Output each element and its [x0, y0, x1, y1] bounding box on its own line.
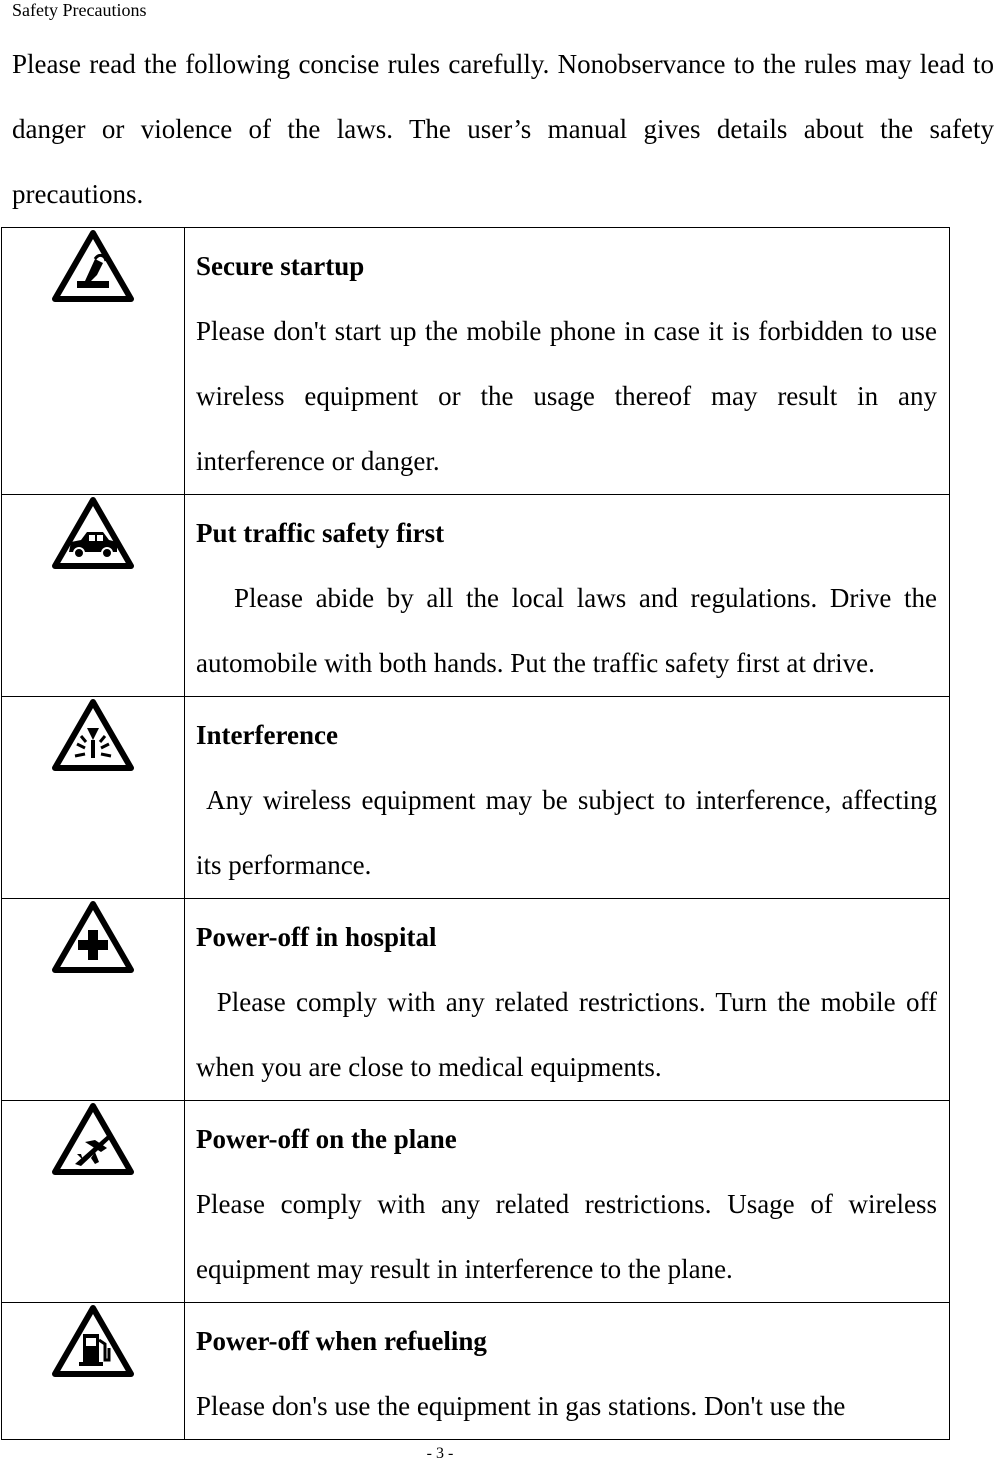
- rule-title: Power-off when refueling: [196, 1326, 487, 1356]
- intro-paragraph: Please read the following concise rules carefully. Nonobservance to the rules may lead to danger or violence of the laws. The user’s manual gives details about the safety precautions.: [12, 49, 994, 209]
- rule-body: Please comply with any related restrictions. Turn the mobile off when you are close to medical equipments.: [196, 987, 937, 1082]
- rule-row: [2, 228, 950, 495]
- rule-title: Power-off on the plane: [196, 1124, 457, 1154]
- rule-body: Please don's use the equipment in gas stations. Don't use the: [196, 1391, 846, 1421]
- running-header: Safety Precautions: [12, 0, 147, 20]
- icon-cell: [2, 697, 185, 899]
- page-number: - 3 -: [426, 1445, 454, 1462]
- rule-body: Any wireless equipment may be subject to interference, affecting its performance.: [196, 785, 937, 880]
- icon-cell: [2, 1303, 185, 1440]
- rule-row: [2, 1101, 950, 1303]
- rule-body: Please comply with any related restrictions. Usage of wireless equipment may result in interference to the plane.: [196, 1189, 937, 1284]
- interference-icon: [51, 698, 135, 774]
- rule-text-cell: [185, 697, 950, 899]
- rule-row: [2, 697, 950, 899]
- icon-cell: [2, 228, 185, 495]
- plane-icon: [51, 1102, 135, 1178]
- secure-startup-icon: [51, 229, 135, 305]
- rule-title: Power-off in hospital: [196, 922, 437, 952]
- icon-cell: [2, 1101, 185, 1303]
- hospital-icon: [51, 900, 135, 976]
- icon-cell: [2, 899, 185, 1101]
- rule-title: Put traffic safety first: [196, 518, 445, 548]
- rule-text-cell: [185, 228, 950, 495]
- rule-text-cell: [185, 495, 950, 697]
- traffic-safety-icon: [51, 496, 135, 572]
- rule-row: [2, 1303, 950, 1440]
- rule-body: Please don't start up the mobile phone in case it is forbidden to use wireless equipment or the usage thereof may result in any interference or danger.: [196, 316, 937, 476]
- rule-text-cell: [185, 1101, 950, 1303]
- rule-row: [2, 899, 950, 1101]
- rule-row: [2, 495, 950, 697]
- rule-text-cell: [185, 899, 950, 1101]
- safety-rules-table: [1, 227, 950, 1440]
- icon-cell: [2, 495, 185, 697]
- refueling-icon: [51, 1304, 135, 1380]
- rule-text-cell: [185, 1303, 950, 1440]
- rule-body: Please abide by all the local laws and regulations. Drive the automobile with both hands. Put the traffic safety first at drive.: [196, 583, 937, 678]
- rule-title: Secure startup: [196, 251, 365, 281]
- rule-title: Interference: [196, 720, 338, 750]
